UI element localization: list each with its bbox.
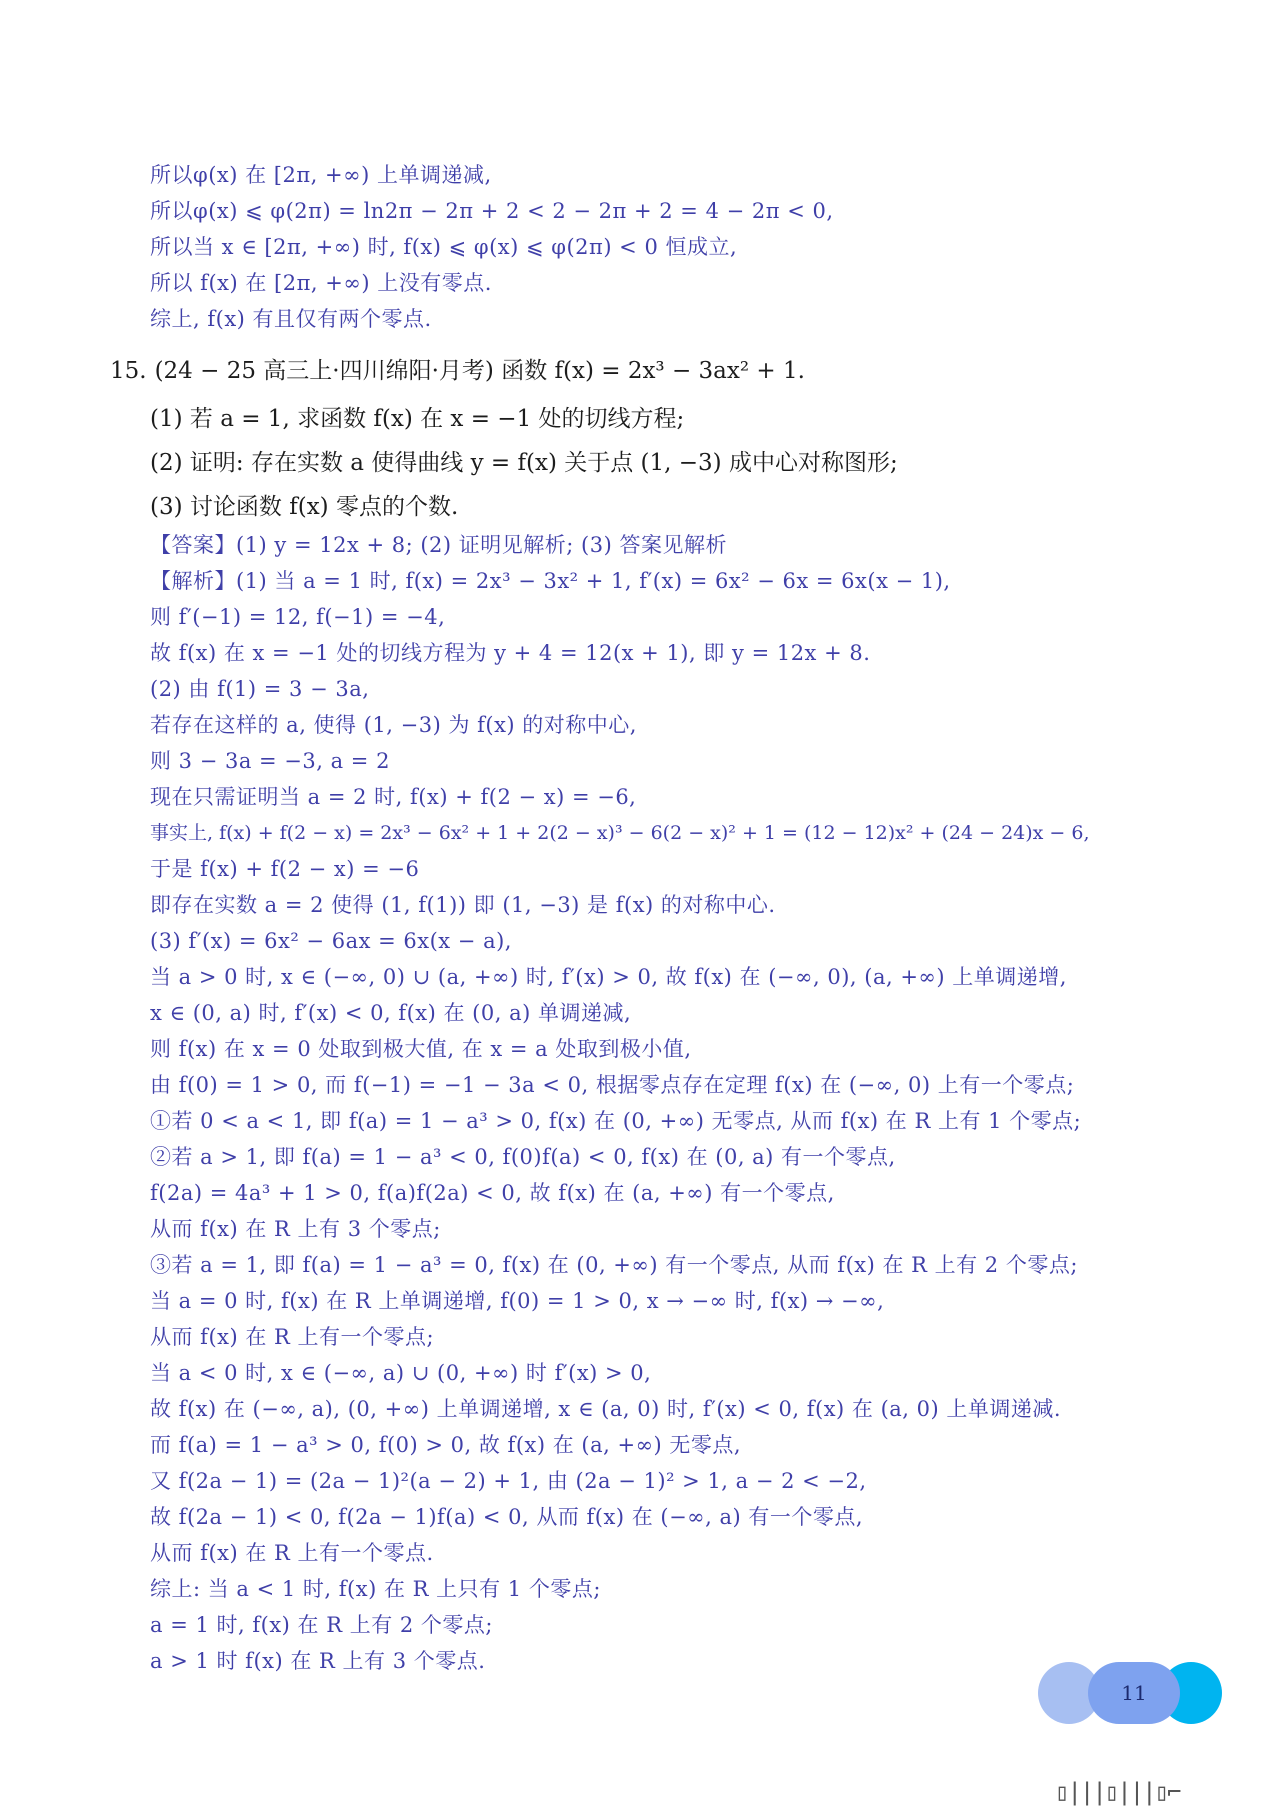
solution-line: 则 f(x) 在 x = 0 处取到极大值, 在 x = a 处取到极小值, bbox=[150, 1037, 692, 1061]
solution-line: 当 a > 0 时, x ∈ (−∞, 0) ∪ (a, +∞) 时, f′(x) > 0, 故 f(x) 在 (−∞, 0), (a, +∞) 上单调递增, bbox=[150, 965, 1067, 989]
solution-line: a > 1 时 f(x) 在 R 上有 3 个零点. bbox=[150, 1649, 486, 1673]
problem-part: (3) 讨论函数 f(x) 零点的个数. bbox=[150, 494, 459, 520]
solution-line: 综上: 当 a < 1 时, f(x) 在 R 上只有 1 个零点; bbox=[150, 1577, 601, 1601]
solution-line: 若存在这样的 a, 使得 (1, −3) 为 f(x) 的对称中心, bbox=[150, 713, 637, 737]
problem-title: (24 − 25 高三上·四川绵阳·月考) 函数 f(x) = 2x³ − 3ax² + 1. bbox=[154, 358, 805, 384]
solution-line: 故 f(x) 在 (−∞, a), (0, +∞) 上单调递增, x ∈ (a, 0) 时, f′(x) < 0, f(x) 在 (a, 0) 上单调递减. bbox=[150, 1397, 1062, 1421]
solution-line: ①若 0 < a < 1, 即 f(a) = 1 − a³ > 0, f(x) 在 (0, +∞) 无零点, 从而 f(x) 在 R 上有 1 个零点; bbox=[150, 1109, 1082, 1133]
solution-line: 又 f(2a − 1) = (2a − 1)²(a − 2) + 1, 由 (2a − 1)² > 1, a − 2 < −2, bbox=[150, 1469, 867, 1493]
problem-part: (2) 证明: 存在实数 a 使得曲线 y = f(x) 关于点 (1, −3) 成中心对称图形; bbox=[150, 450, 898, 476]
solution-line: 从而 f(x) 在 R 上有一个零点; bbox=[150, 1325, 435, 1349]
solution-line: (2) 由 f(1) = 3 − 3a, bbox=[150, 677, 370, 701]
solution-line: 现在只需证明当 a = 2 时, f(x) + f(2 − x) = −6, bbox=[150, 785, 637, 809]
solution-line: 由 f(0) = 1 > 0, 而 f(−1) = −1 − 3a < 0, 根据零点存在定理 f(x) 在 (−∞, 0) 上有一个零点; bbox=[150, 1073, 1075, 1097]
solution-line: 从而 f(x) 在 R 上有一个零点. bbox=[150, 1541, 434, 1565]
solution-line: 当 a < 0 时, x ∈ (−∞, a) ∪ (0, +∞) 时 f′(x) > 0, bbox=[150, 1361, 652, 1385]
answer-line: 【答案】(1) y = 12x + 8; (2) 证明见解析; (3) 答案见解析 bbox=[150, 533, 727, 557]
solution-line: a = 1 时, f(x) 在 R 上有 2 个零点; bbox=[150, 1613, 493, 1637]
solution-line: 故 f(2a − 1) < 0, f(2a − 1)f(a) < 0, 从而 f(x) 在 (−∞, a) 有一个零点, bbox=[150, 1505, 864, 1529]
solution-line: ②若 a > 1, 即 f(a) = 1 − a³ < 0, f(0)f(a) < 0, f(x) 在 (0, a) 有一个零点, bbox=[150, 1145, 896, 1169]
solution-line: 事实上, f(x) + f(2 − x) = 2x³ − 6x² + 1 + 2(2 − x)³ − 6(2 − x)² + 1 = (12 − 12)x² + (24 − 24)x − 6, bbox=[150, 822, 1090, 844]
solution-line: 从而 f(x) 在 R 上有 3 个零点; bbox=[150, 1217, 441, 1241]
solution-line: 即存在实数 a = 2 使得 (1, f(1)) 即 (1, −3) 是 f(x) 的对称中心. bbox=[150, 893, 776, 917]
prev-solution-line: 综上, f(x) 有且仅有两个零点. bbox=[150, 307, 432, 331]
solution-line: f(2a) = 4a³ + 1 > 0, f(a)f(2a) < 0, 故 f(x) 在 (a, +∞) 有一个零点, bbox=[150, 1181, 835, 1205]
prev-solution-line: 所以φ(x) 在 [2π, +∞) 上单调递减, bbox=[150, 163, 492, 187]
prev-solution-line: 所以φ(x) ⩽ φ(2π) = ln2π − 2π + 2 < 2 − 2π + 2 = 4 − 2π < 0, bbox=[150, 199, 834, 223]
prev-solution-line: 所以当 x ∈ [2π, +∞) 时, f(x) ⩽ φ(x) ⩽ φ(2π) < 0 恒成立, bbox=[150, 235, 738, 259]
prev-solution-line: 所以 f(x) 在 [2π, +∞) 上没有零点. bbox=[150, 271, 492, 295]
solution-line: 而 f(a) = 1 − a³ > 0, f(0) > 0, 故 f(x) 在 (a, +∞) 无零点, bbox=[150, 1433, 742, 1457]
solution-line: 故 f(x) 在 x = −1 处的切线方程为 y + 4 = 12(x + 1), 即 y = 12x + 8. bbox=[150, 641, 871, 665]
problem-heading bbox=[110, 352, 805, 385]
solution-line: 【解析】(1) 当 a = 1 时, f(x) = 2x³ − 3x² + 1, f′(x) = 6x² − 6x = 6x(x − 1), bbox=[150, 569, 951, 593]
page-number: 11 bbox=[1088, 1662, 1180, 1724]
problem-number: 15. bbox=[110, 358, 147, 384]
solution-line: 则 f′(−1) = 12, f(−1) = −4, bbox=[150, 605, 446, 629]
problem-part: (1) 若 a = 1, 求函数 f(x) 在 x = −1 处的切线方程; bbox=[150, 406, 685, 432]
watermark-bars-icon: ▯|||▯|||▯⌐ bbox=[1055, 1778, 1180, 1806]
solution-line: (3) f′(x) = 6x² − 6ax = 6x(x − a), bbox=[150, 929, 512, 953]
solution-line: x ∈ (0, a) 时, f′(x) < 0, f(x) 在 (0, a) 单调递减, bbox=[150, 1001, 632, 1025]
solution-line: 当 a = 0 时, f(x) 在 R 上单调递增, f(0) = 1 > 0, x → −∞ 时, f(x) → −∞, bbox=[150, 1289, 885, 1313]
solution-line: ③若 a = 1, 即 f(a) = 1 − a³ = 0, f(x) 在 (0, +∞) 有一个零点, 从而 f(x) 在 R 上有 2 个零点; bbox=[150, 1253, 1078, 1277]
solution-line: 于是 f(x) + f(2 − x) = −6 bbox=[150, 857, 420, 881]
solution-line: 则 3 − 3a = −3, a = 2 bbox=[150, 749, 390, 773]
